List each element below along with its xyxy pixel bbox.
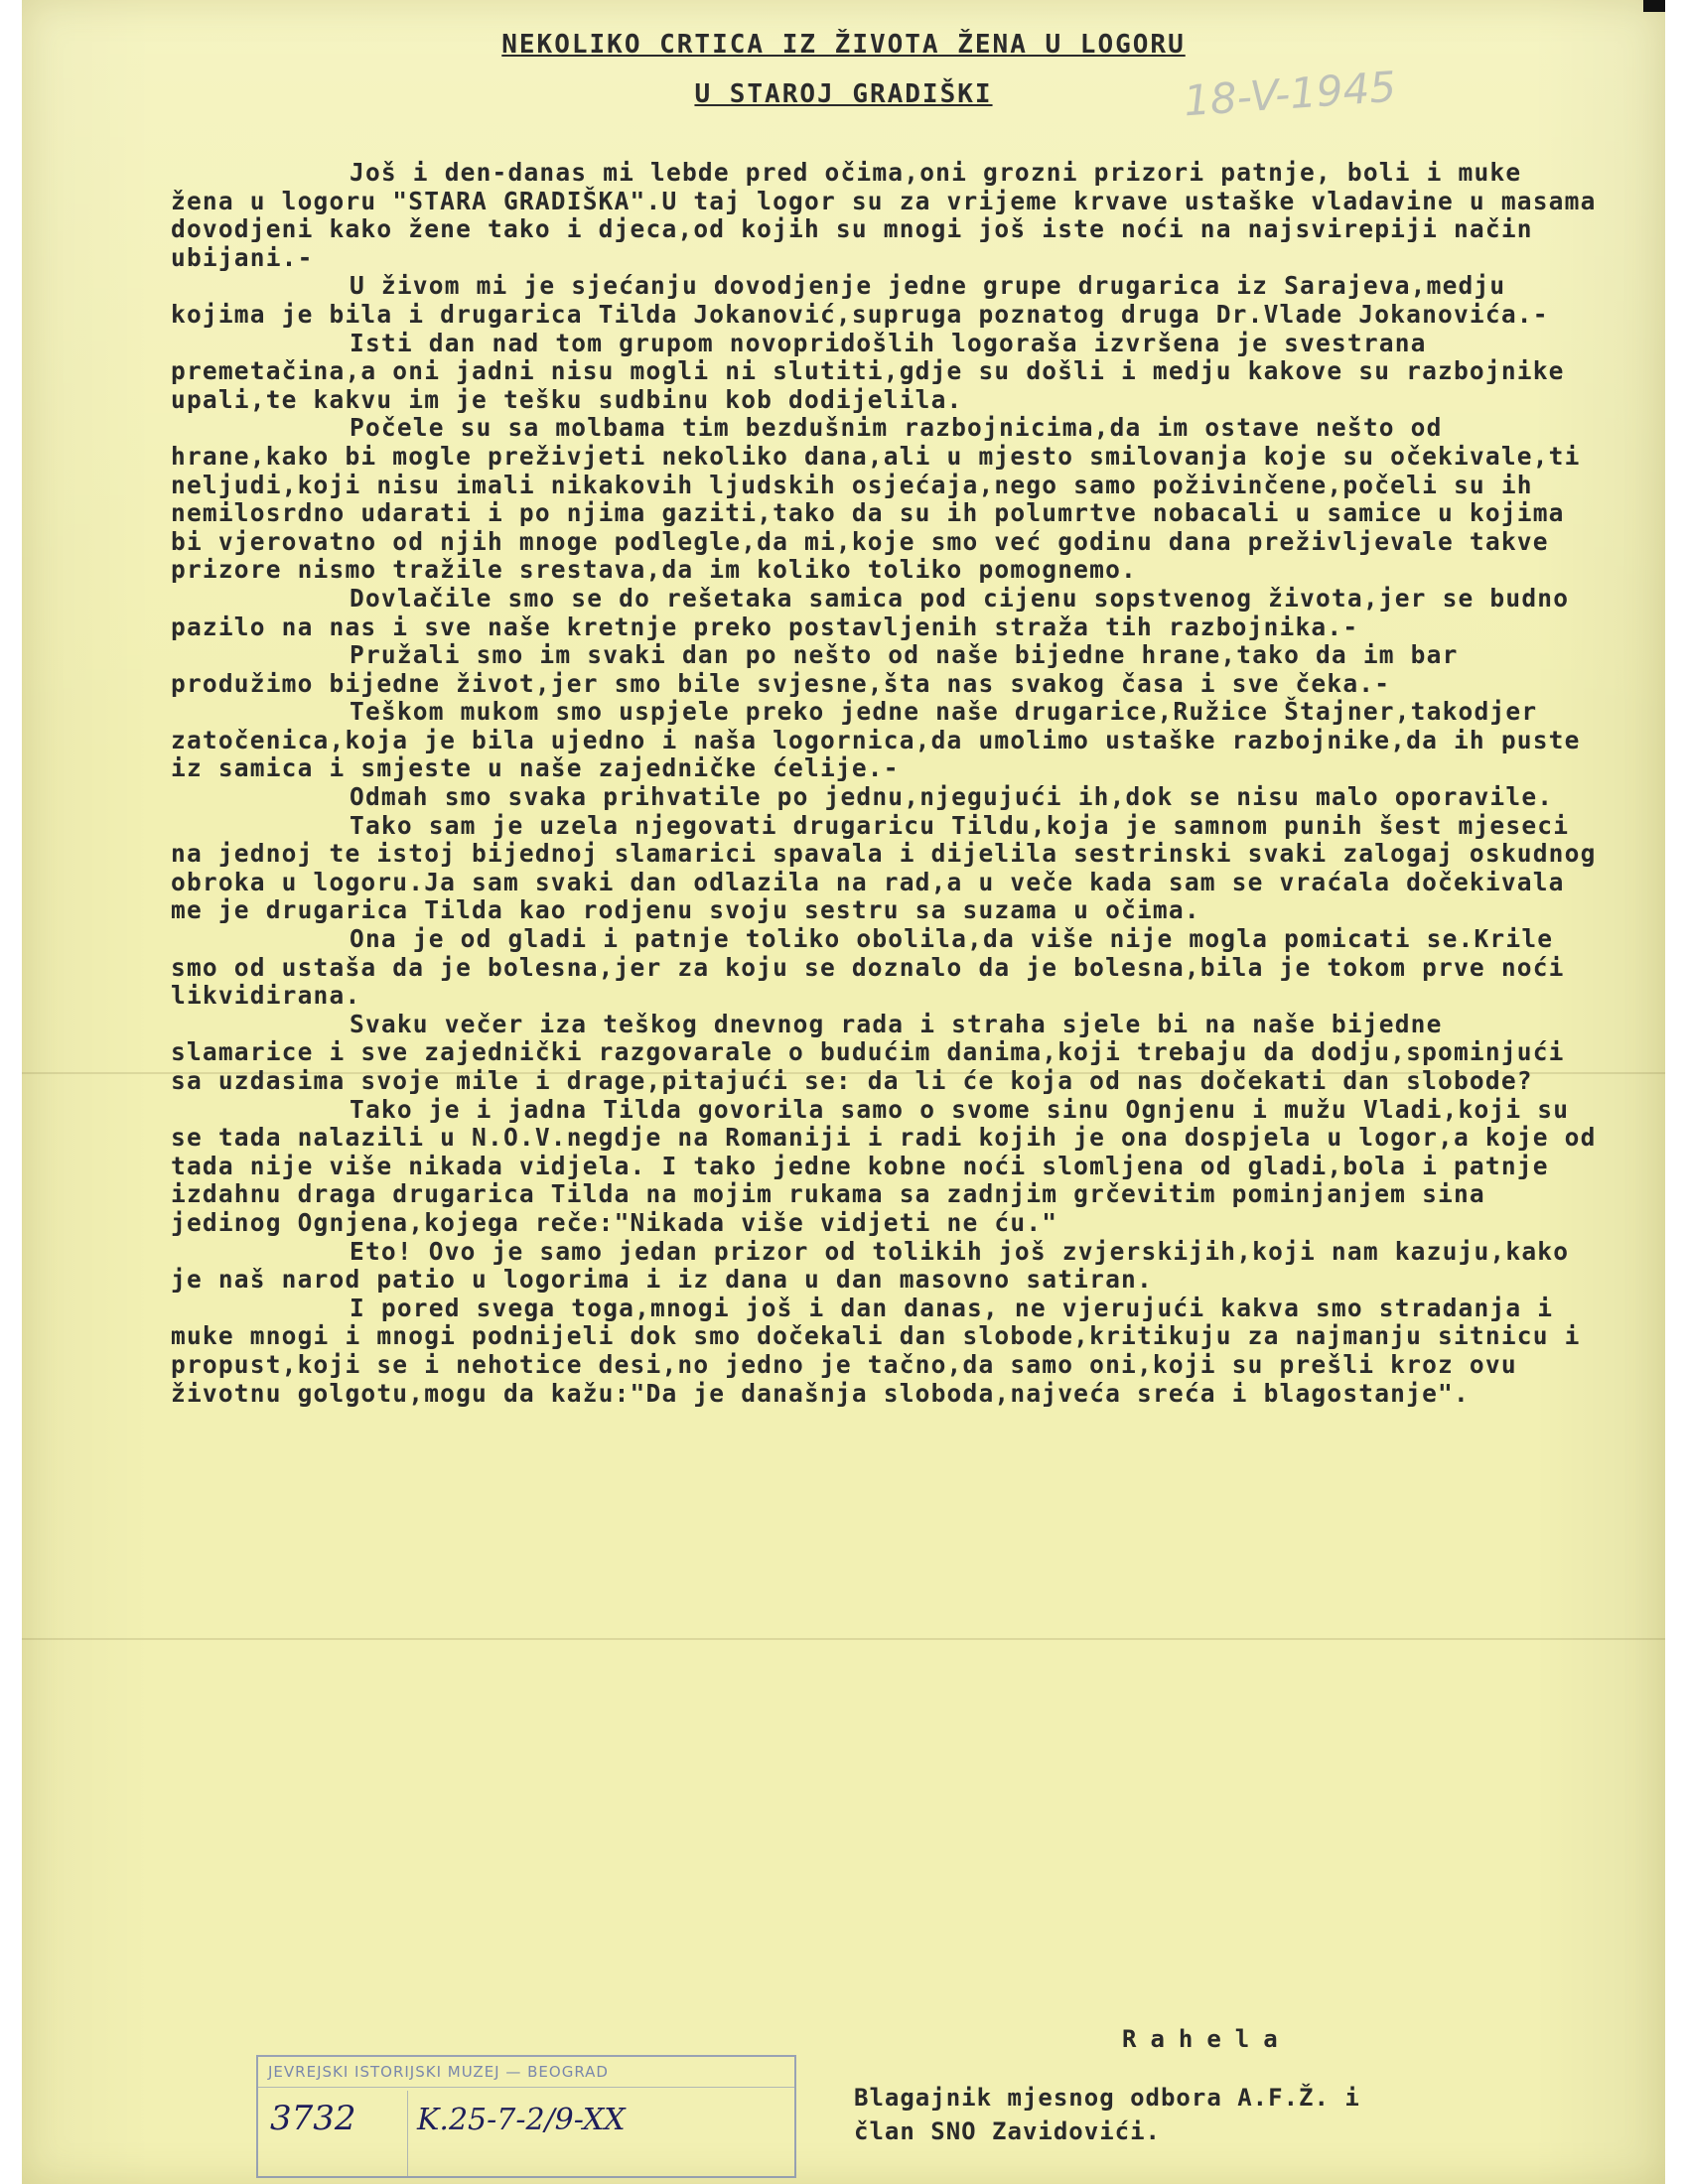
scan-edge (1643, 0, 1665, 12)
paragraph: Eto! Ovo je samo jedan prizor od tolikih još zvjerskijih,koji nam kazuju,kako je naš narod patio u logorima i iz dana u dan masovno satiran. (171, 1236, 1586, 1295)
paragraph: U živom mi je sjećanju dovodjenje jedne grupe drugarica iz Sarajeva,medju kojima je bila i drugarica Tilda Jokanović,supruga poznatog druga Dr.Vlade Jokanovića.- (171, 271, 1549, 329)
paragraph: Tako sam je uzela njegovati drugaricu Tildu,koja je samnom punih šest mjeseci na jednoj te istoj bijednoj slamarici spavala i dijelila sestrinski svaki zalogaj oskudnog obroka u logoru.Ja sam svaki dan odlazila na rad,a u veče kada sam se vraćala dočekivala me je drugarica Tilda kao rodjenu svoju sestru sa suzama u očima. (171, 810, 1613, 925)
paragraph: Počele su sa molbama tim bezdušnim razbojnicima,da im ostave nešto od hrane,kako bi mogle preživjeti nekoliko dana,ali u mjesto smilovanja koje su očekivale,ti neljudi,koji nisu imali nikakovih ljudskih osjećaja,nego samo poživinčene,počeli su ih nemilosrdno udarati i po njima gaziti,tako da su ih polumrtve nobacali u samice u kojima bi vjerovatno od njih mnoge podlegle,da mi,koje smo već godinu dana preživljevale takve prizore nismo tražile srestava,da im koliko toliko pomognemo. (171, 413, 1597, 585)
author-signature: Rahela (1122, 2025, 1292, 2053)
paragraph: Pružali smo im svaki dan po nešto od naše bijedne hrane,tako da im bar produžimo bijedne život,jer smo bile svjesne,šta nas svakog časa i sve čeka.- (171, 640, 1475, 698)
paragraph: Odmah smo svaka prihvatile po jednu,njegujući ih,dok se nisu malo oporavile. (350, 782, 1554, 812)
paragraph: Tako je i jadna Tilda govorila samo o svome sinu Ognjenu i mužu Vladi,koji su se tada nalazili u N.O.V.negdje na Romaniji i radi kojih je ona dospjela u logor,a koje od tada nije više nikada vidjela. I tako jedne kobne noći slomljena od gladi,bola i patnje izdahnu draga drugarica Tilda na mojim rukama sa zadnjim grčevitim pominjanjem sina jedinog Ognjena,kojega reče:"Nikada više vidjeti ne ću." (171, 1094, 1613, 1237)
author-affiliation (854, 2081, 1609, 2148)
top-archive-stamp: 18-V-1945 (1182, 62, 1398, 126)
paragraph: Isti dan nad tom grupom novopridošlih logoraša izvršena je svestrana premetačina,a oni jadni nisu mogli ni slutiti,gdje su došli i medju kakove su razbojnike upali,te kakvu im je tešku sudbinu kob dodijelila. (171, 328, 1581, 414)
archive-signature-code: K.25-7-2/9-XX (417, 2103, 626, 2137)
document-title-line1: NEKOLIKO CRTICA IZ ŽIVOTA ŽENA U LOGORU (501, 30, 1186, 60)
museum-stamp-header: JEVREJSKI ISTORIJSKI MUZEJ — BEOGRAD (258, 2057, 794, 2088)
document-title-line2: U STAROJ GRADIŠKI (694, 79, 993, 109)
affiliation-line: član SNO Zavidovići. (854, 2117, 1161, 2145)
document-body (171, 158, 1613, 1408)
paragraph: Teškom mukom smo uspjele preko jedne naše drugarice,Ružice Štajner,takodjer zatočenica,koja je bila ujedno i naša logornica,da umolimo ustaške razbojnike,da ih puste iz samica i smjeste u naše zajedničke ćelije.- (171, 697, 1597, 783)
museum-archive-stamp (256, 2055, 796, 2178)
paper-fold-line (22, 1638, 1665, 1640)
paragraph: Još i den-danas mi lebde pred očima,oni grozni prizori patnje, boli i muke žena u logoru "STARA GRADIŠKA".U taj logor su za vrijeme krvave ustaške vladavine u masama dovodjeni kako žene tako i djeca,od kojih su mnogi još iste noći na najsvirepiji način ubijani.- (171, 158, 1613, 272)
paragraph: Svaku večer iza teškog dnevnog rada i straha sjele bi na naše bijedne slamarice i sve zajednički razgovarale o budućim danima,koji trebaju da dodju,spominjući sa uzdasima svoje mile i drage,pitajući se: da li će koja od nas dočekati dan slobode? (171, 1009, 1581, 1095)
paragraph: I pored svega toga,mnogi još i dan danas, ne vjerujući kakva smo stradanja i muke mnogi i mnogi podnijeli dok smo dočekali dan slobode,kritikuju za najmanju sitnicu i propust,koji se i nehotice desi,no jedno je tačno,da samo oni,koji su prešli kroz ovu životnu golgotu,mogu da kažu:"Da je današnja sloboda,najveća sreća i blagostanje". (171, 1293, 1597, 1408)
paragraph: Dovlačile smo se do rešetaka samica pod cijenu sopstvenog života,jer se budno pazilo na nas i sve naše kretnje preko postavljenih straža tih razbojnika.- (171, 583, 1586, 641)
document-sheet (22, 0, 1665, 2184)
affiliation-line: Blagajnik mjesnog odbora A.F.Ž. i (854, 2084, 1360, 2112)
inventory-number: 3732 (270, 2099, 356, 2138)
paragraph: Ona je od gladi i patnje toliko obolila,da više nije mogla pomicati se.Krile smo od ustaša da je bolesna,jer za koju se doznalo da je bolesna,bila je tokom prve noći likvidirana. (171, 924, 1581, 1011)
